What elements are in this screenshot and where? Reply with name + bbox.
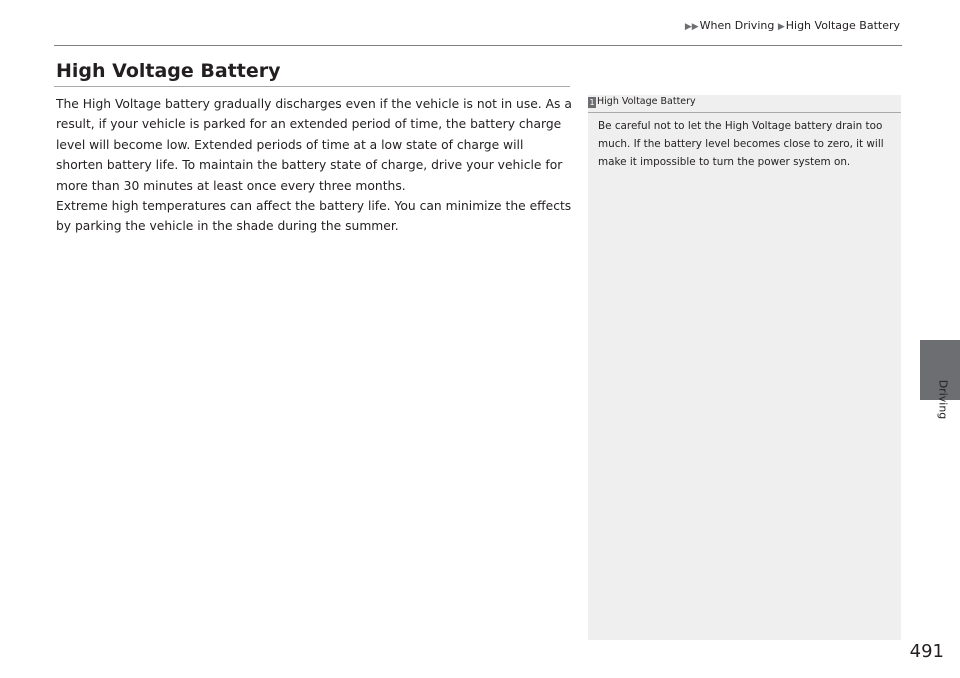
breadcrumb-arrow-icon: ▶▶ [684,22,699,32]
body-paragraph: The High Voltage battery gradually discharges even if the vehicle is not in use. As a result, if your vehicle is parked for an extended period of time, the battery charge level will become low. Extended periods of time at a low state of charge will shorten battery life. To maintain the battery state of charge, drive your vehicle for more than 30 minutes at least once every three months. [56,97,572,193]
title-divider [54,86,570,87]
sidebar-heading [588,95,901,113]
breadcrumb-item-when-driving[interactable]: When Driving [699,19,775,32]
breadcrumb-item-high-voltage-battery[interactable]: High Voltage Battery [785,19,900,32]
breadcrumb-arrow-icon: ▶ [777,22,785,32]
sidebar-note [588,95,901,640]
sidebar-heading-text[interactable]: High Voltage Battery [597,96,696,107]
section-tab-label: Driving [936,379,950,419]
reference-marker-icon: 1 [589,98,595,107]
page-title: High Voltage Battery [56,60,281,82]
header-divider [54,45,902,46]
body-paragraph: Extreme high temperatures can affect the battery life. You can minimize the effects by parking the vehicle in the shade during the summer. [56,199,572,234]
breadcrumb [685,19,900,32]
sidebar-body: Be careful not to let the High Voltage battery drain too much. If the battery level becomes close to zero, it will make it impossible to turn the power system on. [598,120,884,168]
body-text [56,94,572,237]
page-number: 491 [909,641,944,662]
